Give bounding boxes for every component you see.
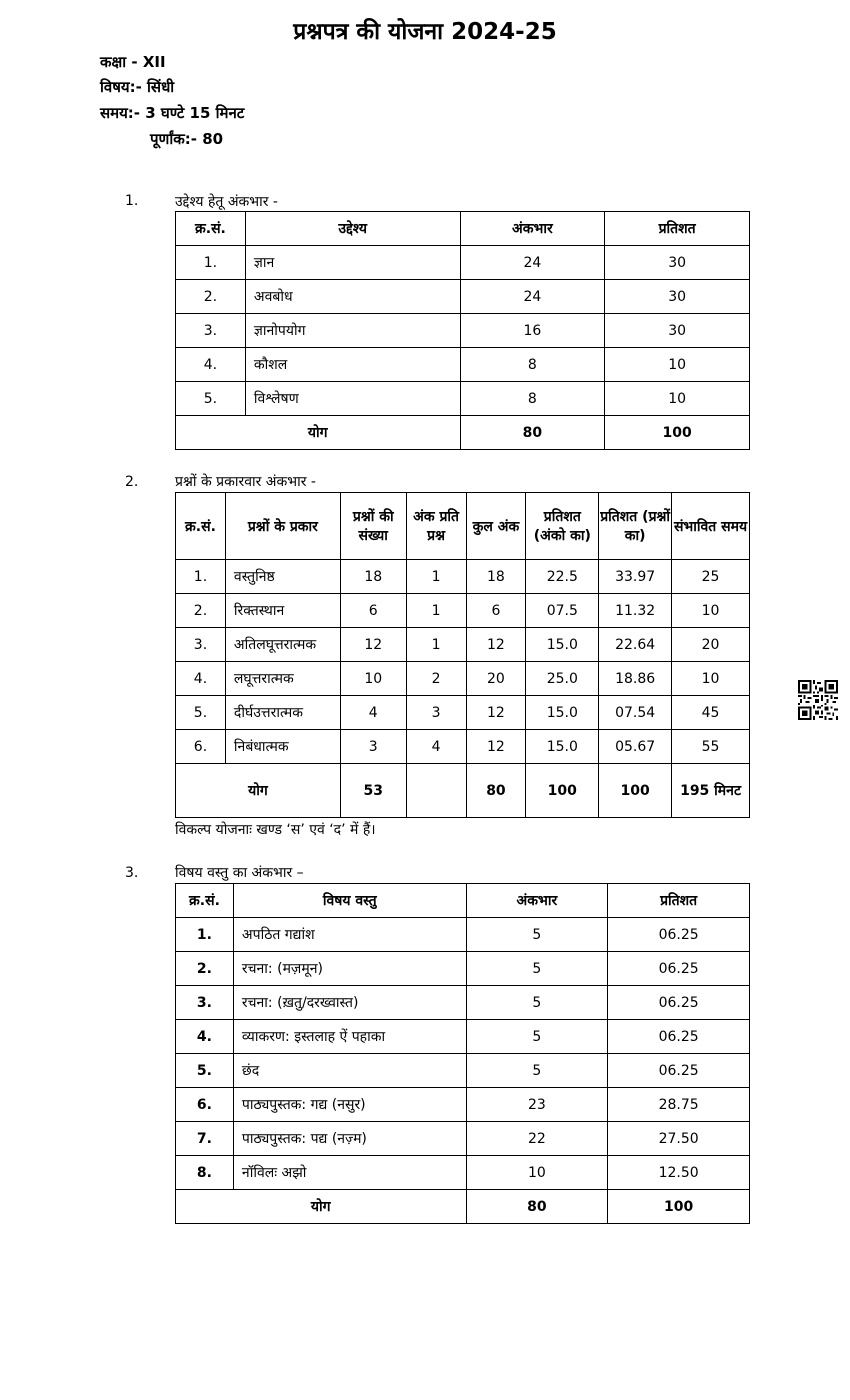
table-cell: लघूत्तरात्मक [225,662,340,696]
header-cell: प्रश्नों की संख्या [340,493,406,560]
table-row [176,952,750,986]
option-scheme-note: विकल्प योजनाः खण्ड ‘स’ एवं ‘द’ में हैं। [175,822,376,838]
question-type-weightage-table [175,492,750,818]
table-row [176,280,750,314]
table-cell: 4. [176,662,226,696]
table-cell: 10 [605,348,750,382]
table-cell: 30 [605,314,750,348]
qr-code-icon [798,680,838,720]
header-cell: प्रतिशत (प्रश्नों का) [599,493,672,560]
table-cell: ज्ञान [245,246,460,280]
section-3-title: विषय वस्तु का अंकभार – [175,865,304,881]
table-cell: 4. [176,348,246,382]
table-cell: 2. [176,594,226,628]
total-cell: 53 [340,764,406,818]
table-cell: 5. [176,382,246,416]
table-cell: 30 [605,280,750,314]
table-cell: 15.0 [526,730,599,764]
table-header-row [176,212,750,246]
header-cell: कुल अंक [466,493,526,560]
table-cell: निबंधात्मक [225,730,340,764]
table-cell: 6. [176,1088,234,1122]
header-cell: क्र.सं. [176,493,226,560]
table-cell: 05.67 [599,730,672,764]
table-cell: 15.0 [526,696,599,730]
table-cell: 4. [176,1020,234,1054]
table-cell: 06.25 [608,1020,750,1054]
table-row [176,986,750,1020]
table-cell: 24 [460,280,605,314]
header-cell: प्रतिशत (अंको का) [526,493,599,560]
table-cell: 6. [176,730,226,764]
total-cell: 100 [599,764,672,818]
header-cell: अंकभार [460,212,605,246]
table-cell: 1. [176,560,226,594]
table-total-row [176,416,750,450]
header-cell: क्र.सं. [176,212,246,246]
section-3-number: 3. [125,865,139,881]
table-cell: दीर्घउत्तरात्मक [225,696,340,730]
table-cell: 55 [672,730,750,764]
table-cell: 18 [340,560,406,594]
table-cell: 3. [176,986,234,1020]
table-cell: 22.5 [526,560,599,594]
page-title: प्रश्नपत्र की योजना 2024-25 [293,19,557,45]
table-cell: 2. [176,280,246,314]
table-row [176,382,750,416]
total-cell: 100 [526,764,599,818]
table-cell: 06.25 [608,1054,750,1088]
table-row [176,560,750,594]
table-cell: 22 [466,1122,608,1156]
table-cell: छंद [233,1054,466,1088]
class-label: कक्षा - XII [100,53,166,71]
table-row [176,696,750,730]
table-cell: पाठ्यपुस्तक: गद्य (नसुर) [233,1088,466,1122]
total-label: योग [176,1190,467,1224]
table-cell: 4 [406,730,466,764]
table-cell: 23 [466,1088,608,1122]
table-header-row [176,493,750,560]
table-cell: 5 [466,1054,608,1088]
table-cell: 10 [672,662,750,696]
table-cell: अपठित गद्यांश [233,918,466,952]
table-cell: 33.97 [599,560,672,594]
table-cell: 07.54 [599,696,672,730]
table-row [176,1020,750,1054]
table-cell: 30 [605,246,750,280]
total-cell: 80 [466,1190,608,1224]
table-cell: रिक्तस्थान [225,594,340,628]
table-cell: 6 [466,594,526,628]
table-cell: 7. [176,1122,234,1156]
total-cell: 195 मिनट [672,764,750,818]
table-cell: 5 [466,918,608,952]
table-cell: अवबोध [245,280,460,314]
table-cell: 1 [406,628,466,662]
table-cell: नॉविलः अझो [233,1156,466,1190]
table-cell: ज्ञानोपयोग [245,314,460,348]
table-cell: 1 [406,594,466,628]
table-cell: 1 [406,560,466,594]
header-cell: प्रश्नों के प्रकार [225,493,340,560]
objective-weightage-table [175,211,750,450]
table-cell: 10 [605,382,750,416]
table-row [176,730,750,764]
header-cell: अंकभार [466,884,608,918]
table-cell: 27.50 [608,1122,750,1156]
section-1-number: 1. [125,193,139,209]
table-cell: 6 [340,594,406,628]
table-cell: रचना: (ख़तु/दरख्वास्त) [233,986,466,1020]
time-label: समय:- 3 घण्टे 15 मिनट [100,104,245,122]
total-marks-label: पूर्णांक:- 80 [150,130,224,148]
table-row [176,628,750,662]
table-cell: 10 [466,1156,608,1190]
table-header-row [176,884,750,918]
table-cell: 12 [466,628,526,662]
table-cell: वस्तुनिष्ठ [225,560,340,594]
table-cell: 2 [406,662,466,696]
table-cell: 12 [340,628,406,662]
table-cell: 10 [672,594,750,628]
table-total-row [176,764,750,818]
section-1-title: उद्देश्य हेतू अंकभार - [175,194,278,210]
table-cell: 5 [466,1020,608,1054]
table-cell: 3. [176,628,226,662]
total-label: योग [176,764,341,818]
table-cell: अतिलघूत्तरात्मक [225,628,340,662]
table-row [176,594,750,628]
table-cell: 22.64 [599,628,672,662]
table-row [176,246,750,280]
header-cell: विषय वस्तु [233,884,466,918]
table-cell: 8 [460,348,605,382]
table-cell: 3. [176,314,246,348]
table-cell: 16 [460,314,605,348]
header-cell: उद्देश्य [245,212,460,246]
table-cell: पाठ्यपुस्तक: पद्य (नज़्म) [233,1122,466,1156]
total-cell: 80 [460,416,605,450]
table-cell: 06.25 [608,918,750,952]
table-cell: 8 [460,382,605,416]
table-cell: कौशल [245,348,460,382]
table-row [176,918,750,952]
section-2-title: प्रश्नों के प्रकारवार अंकभार - [175,474,316,490]
table-row [176,1054,750,1088]
table-cell: 28.75 [608,1088,750,1122]
table-cell: 18.86 [599,662,672,696]
header-cell: अंक प्रति प्रश्न [406,493,466,560]
total-label: योग [176,416,461,450]
table-cell: 07.5 [526,594,599,628]
table-total-row [176,1190,750,1224]
section-2-number: 2. [125,474,139,490]
table-cell: 06.25 [608,986,750,1020]
table-row [176,1088,750,1122]
table-row [176,314,750,348]
header-cell: प्रतिशत [605,212,750,246]
table-cell: 11.32 [599,594,672,628]
table-cell: 5 [466,986,608,1020]
table-cell: 24 [460,246,605,280]
table-row [176,1156,750,1190]
table-cell: व्याकरण: इस्तलाह ऐं पहाका [233,1020,466,1054]
table-cell: 15.0 [526,628,599,662]
total-cell: 100 [608,1190,750,1224]
content-weightage-table [175,883,750,1224]
table-cell: रचना: (मज़मून) [233,952,466,986]
table-cell: 4 [340,696,406,730]
table-cell: 20 [466,662,526,696]
table-cell: 8. [176,1156,234,1190]
table-cell: 5. [176,1054,234,1088]
table-row [176,1122,750,1156]
table-cell: 1. [176,918,234,952]
table-cell: 12 [466,696,526,730]
table-cell: 3 [406,696,466,730]
header-cell: प्रतिशत [608,884,750,918]
table-cell: 18 [466,560,526,594]
table-cell: 25.0 [526,662,599,696]
total-cell: 100 [605,416,750,450]
table-cell: 10 [340,662,406,696]
table-row [176,662,750,696]
subject-label: विषय:- सिंधी [100,78,175,96]
table-cell: 45 [672,696,750,730]
total-cell [406,764,466,818]
table-cell: 5. [176,696,226,730]
table-cell: 3 [340,730,406,764]
table-cell: 1. [176,246,246,280]
table-cell: 12.50 [608,1156,750,1190]
table-row [176,348,750,382]
table-cell: 2. [176,952,234,986]
table-cell: 25 [672,560,750,594]
total-cell: 80 [466,764,526,818]
table-cell: 06.25 [608,952,750,986]
table-cell: 20 [672,628,750,662]
table-cell: 12 [466,730,526,764]
header-cell: क्र.सं. [176,884,234,918]
header-cell: संभावित समय [672,493,750,560]
table-cell: 5 [466,952,608,986]
table-cell: विश्लेषण [245,382,460,416]
